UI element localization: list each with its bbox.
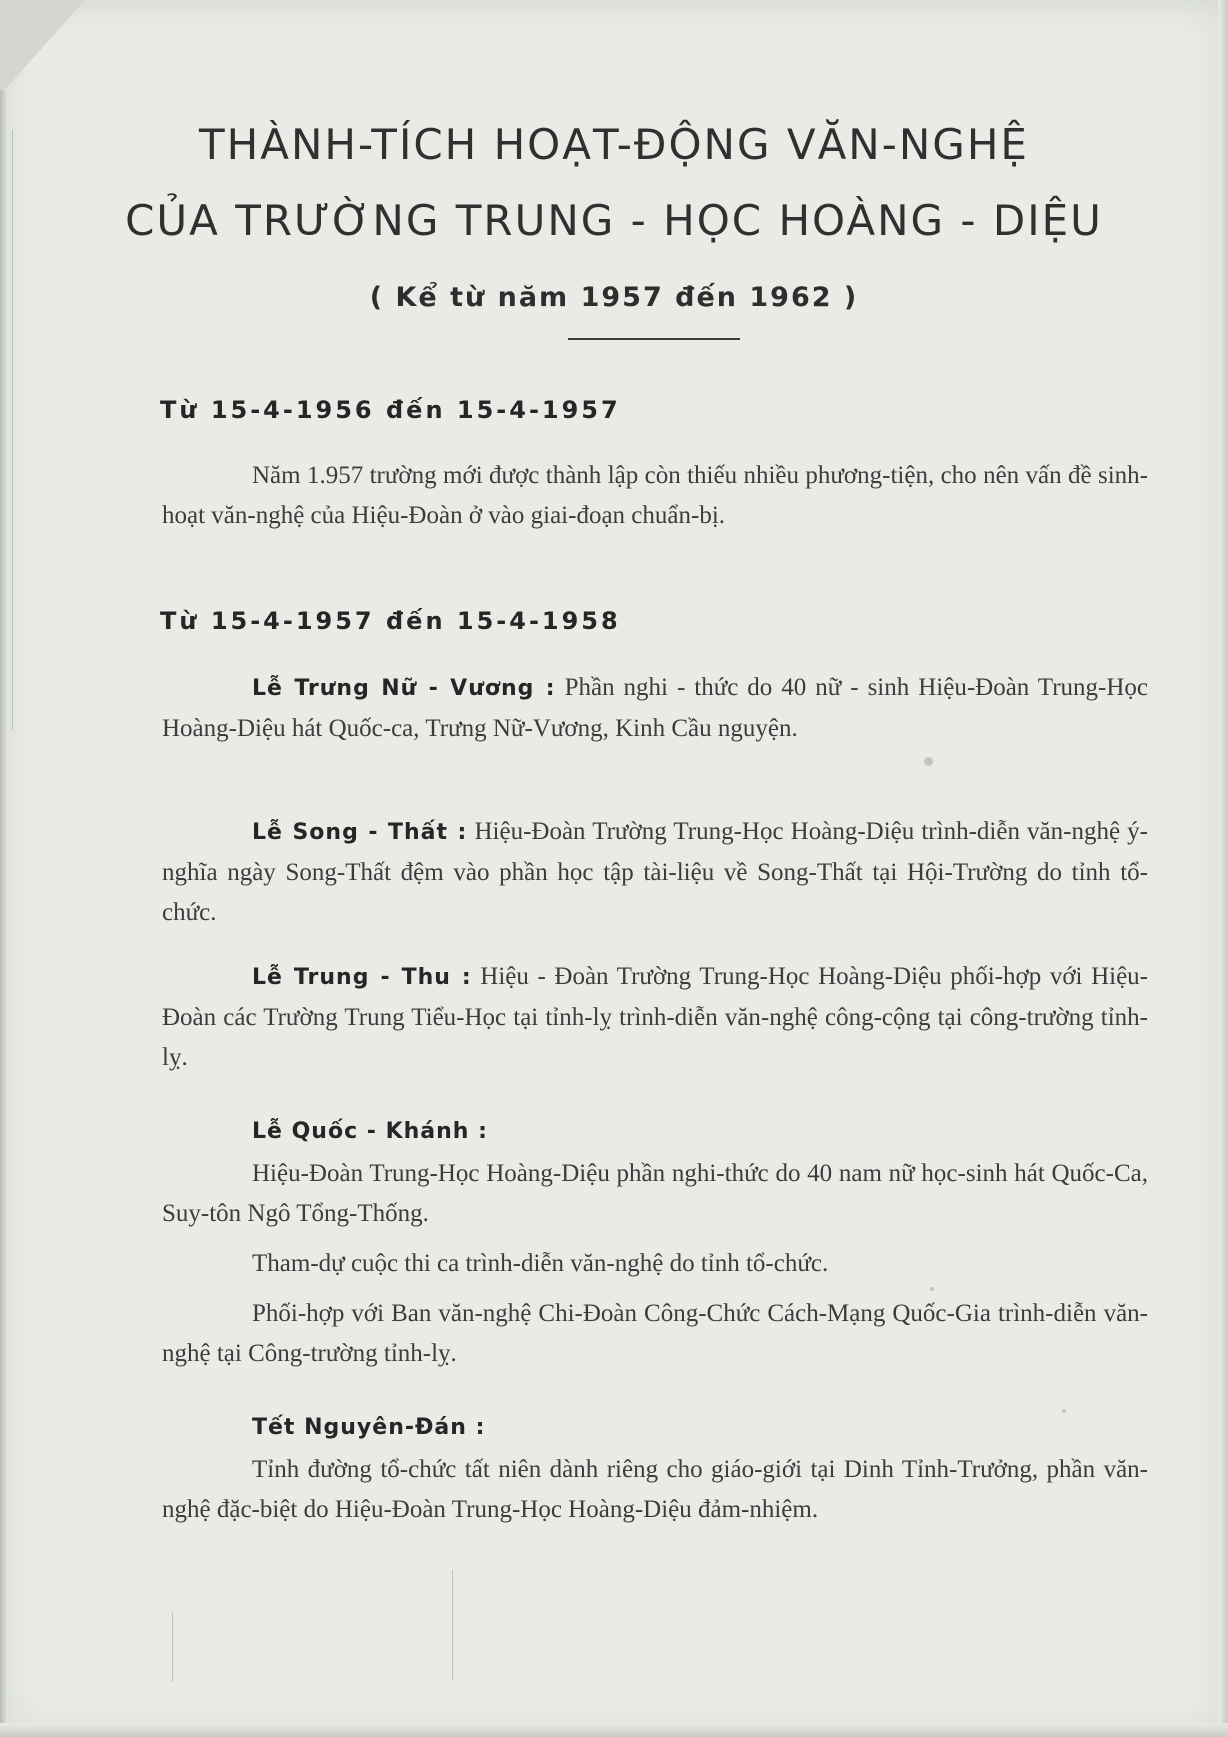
event-text-trung-thu: Hiệu - Đoàn Trường Trung-Học Hoàng-Diệu phối-hợp với Hiệu-Đoàn các Trường Trung Tiểu-Học tại tỉnh-lỵ trình-diễn văn-nghệ công-cộng tại công-trường tỉnh-lỵ. [162,963,1148,1071]
document-title-line-1: THÀNH-TÍCH HOẠT-ĐỘNG VĂN-NGHỆ [199,120,1029,169]
scan-speck [930,1287,934,1291]
section-heading-1957-1958: Từ 15-4-1957 đến 15-4-1958 [160,607,621,635]
scan-scratch [172,1612,173,1682]
scan-scratch [452,1570,453,1680]
event-label-quoc-khanh: Lễ Quốc - Khánh : [252,1119,488,1144]
event-text-trung-nu-vuong: Phần nghi - thức do 40 nữ - sinh Hiệu-Đoàn Trung-Học Hoàng-Diệu hát Quốc-ca, Trưng Nữ-Vương, Kinh Cầu nguyện. [162,674,1149,742]
document-title-line-2: CỦA TRƯỜNG TRUNG - HỌC HOÀNG - DIỆU [125,196,1103,245]
scan-speck [924,757,933,766]
document-subtitle: ( Kể từ năm 1957 đến 1962 ) [369,282,859,313]
scan-scratch [12,130,13,730]
event-text-quoc-khanh-1: Hiệu-Đoàn Trung-Học Hoàng-Diệu phần nghi-thức do 40 nam nữ học-sinh hát Quốc-Ca, Suy-tôn Ngô Tổng-Thống. [162,1160,1148,1227]
folded-corner [0,0,85,95]
event-label-trung-thu: Lễ Trung - Thu : [252,965,472,990]
event-label-trung-nu-vuong: Lễ Trưng Nữ - Vương : [252,676,556,701]
event-text-song-that: Hiệu-Đoàn Trường Trung-Học Hoàng-Diệu trình-diễn văn-nghệ ý-nghĩa ngày Song-Thất đệm vào phần học tập tài-liệu về Song-Thất tại Hội-Trường do tỉnh tổ-chức. [162,818,1149,926]
paragraph-quoc-khanh [162,1112,1148,1374]
page-left-edge [0,90,8,1730]
event-label-song-that: Lễ Song - Thất : [252,820,468,845]
page-bottom-edge [0,1723,1228,1737]
paragraph-song-that [162,812,1148,933]
page-right-edge [1218,0,1228,1737]
event-text-quoc-khanh-2: Tham-dự cuộc thi ca trình-diễn văn-nghệ do tỉnh tổ-chức. [252,1250,829,1277]
paragraph-trung-nu-vuong [162,668,1148,749]
title-divider [568,338,740,340]
event-text-quoc-khanh-3: Phối-hợp với Ban văn-nghệ Chi-Đoàn Công-Chức Cách-Mạng Quốc-Gia trình-diễn văn-nghệ tại Công-trường tỉnh-lỵ. [162,1300,1148,1367]
paragraph-founding: Năm 1.957 trường mới được thành lập còn thiếu nhiều phương-tiện, cho nên vấn đề sinh-hoạt văn-nghệ của Hiệu-Đoàn ở vào giai-đoạn chuẩn-bị. [162,462,1148,529]
section-heading-1956-1957: Từ 15-4-1956 đến 15-4-1957 [160,396,621,424]
event-label-tet-nguyen-dan: Tết Nguyên-Đán : [252,1415,486,1440]
scan-speck [1062,1409,1066,1413]
paragraph-trung-thu [162,957,1148,1078]
event-text-tet-nguyen-dan: Tỉnh đường tổ-chức tất niên dành riêng cho giáo-giới tại Dinh Tỉnh-Trưởng, phần văn-nghệ đặc-biệt do Hiệu-Đoàn Trung-Học Hoàng-Diệu đảm-nhiệm. [162,1456,1148,1523]
paragraph-tet-nguyen-dan [162,1408,1148,1530]
